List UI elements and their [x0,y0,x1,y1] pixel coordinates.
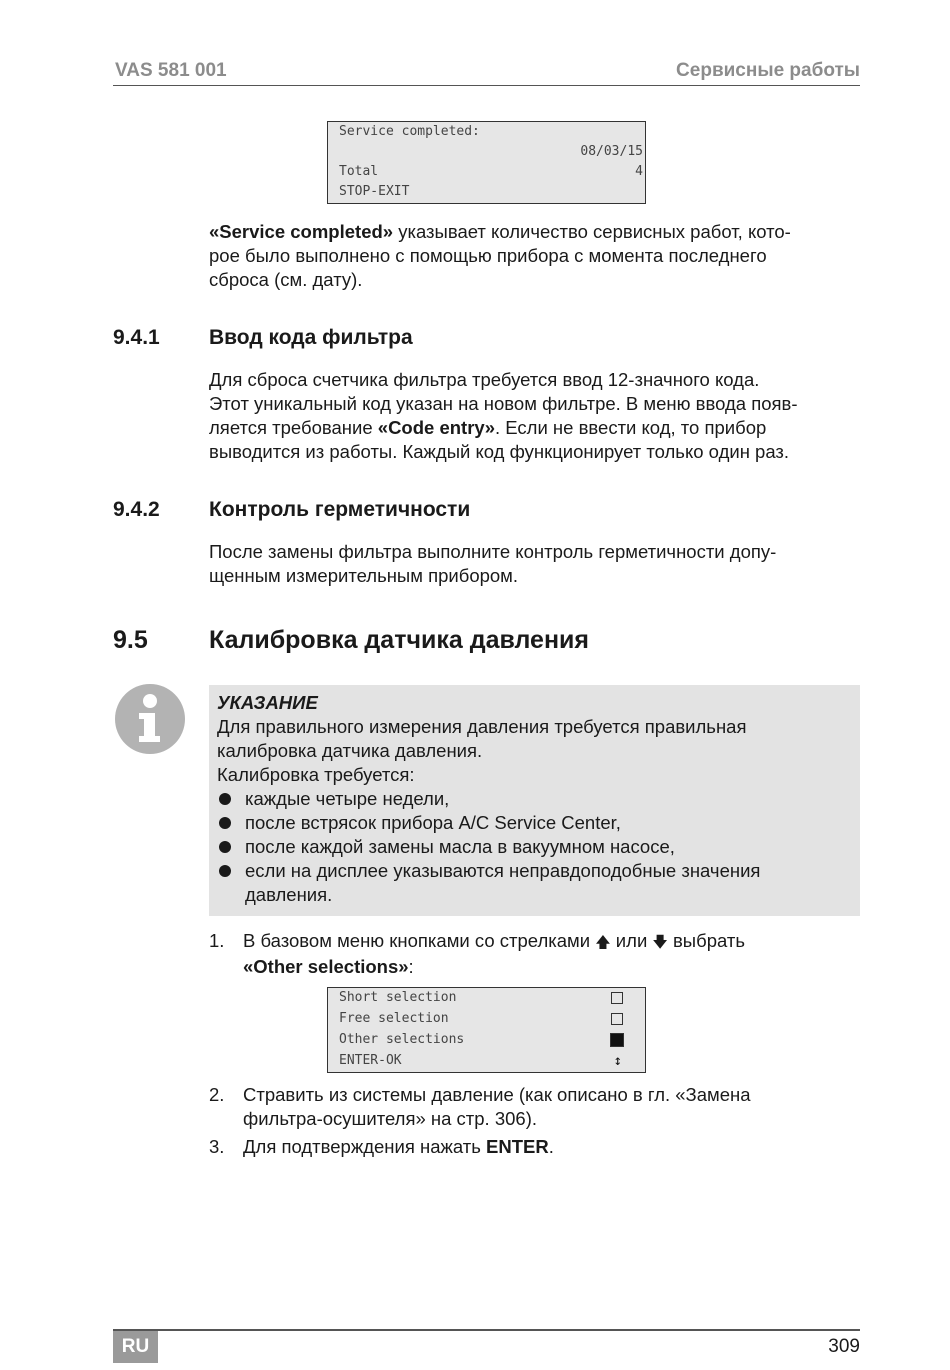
bullet-dot [219,865,231,877]
step-number: 2. [209,1084,225,1105]
section-number: 9.5 [113,626,148,654]
footer-divider [113,1329,860,1331]
checkbox-empty-icon [611,1013,623,1025]
section-number: 9.4.2 [113,498,160,521]
header-divider [113,85,860,86]
note-title: УКАЗАНИЕ [217,692,318,713]
step-number: 1. [209,930,225,951]
lcd-menu-item-other: Other selections [339,1030,643,1050]
header-section-title: Сервисные работы [676,60,860,81]
info-icon [115,684,185,754]
arrow-up-icon: 🡅 [595,934,611,951]
list-item: каждые четыре недели, [245,788,450,809]
paragraph-leak-test: После замены фильтра выполните контроль герметичности допу- щенным измерительным прибором. [209,541,777,586]
section-title: Ввод кода фильтра [209,326,413,349]
lcd-line-enter: ENTER-OK ↕ [339,1053,622,1069]
checkbox-filled-icon [610,1033,624,1047]
list-item-continuation: давления. [245,884,333,905]
lcd-line-title: Service completed: [339,124,480,139]
section-title: Калибровка датчика давления [209,626,590,654]
step-number: 3. [209,1136,225,1157]
paragraph-filter-code: Для сброса счетчика фильтра требуется ввод 12-значного кода. Этот уникальный код указан на новом фильтре. В меню ввода появ- ляется требование «Code entry». Если не ввести код, то прибор выводится из работы. Каждый код функционирует только один раз. [209,369,798,462]
note-content: УКАЗАНИЕ Для правильного измерения давления требуется правильная калибровка датчика давления. Калибровка требуется: [217,691,853,787]
lcd-line-total: Total 4 [339,164,643,179]
lcd-selection-menu [327,987,646,1073]
header-product-code: VAS 581 001 [115,60,227,81]
lcd-service-completed [327,121,646,204]
checkbox-empty-icon [611,992,623,1004]
lcd-menu-item-short: Short selection [339,988,643,1008]
section-number: 9.4.1 [113,326,160,349]
list-item: после встрясок прибора A/C Service Center, [245,812,621,833]
step-text: В базовом меню кнопками со стрелками 🡅 или 🡇 выбрать «Other selections»: [243,930,745,977]
bullet-dot [219,793,231,805]
paragraph-service-completed: «Service completed» указывает количество сервисных работ, кото- рое было выполнено с помощью прибора с момента последнего сброса (см. дату). [209,221,791,290]
lcd-menu-item-free: Free selection [339,1009,643,1029]
step-text: Стравить из системы давление (как описано в гл. «Замена фильтра-осушителя» на стр. 306). [243,1084,751,1129]
lcd-line-date: 08/03/15 [580,144,643,159]
list-item: если на дисплее указываются неправдоподобные значения [245,860,761,881]
up-down-arrow-icon: ↕ [613,1053,622,1069]
list-item: после каждой замены масла в вакуумном насосе, [245,836,675,857]
section-title: Контроль герметичности [209,498,471,521]
page-number: 309 [828,1336,860,1357]
step-text: Для подтверждения нажать ENTER. [243,1136,554,1157]
bullet-dot [219,817,231,829]
arrow-down-icon: 🡇 [652,934,668,951]
language-badge: RU [113,1331,158,1363]
bullet-dot [219,841,231,853]
lcd-line-exit: STOP-EXIT [339,184,410,199]
